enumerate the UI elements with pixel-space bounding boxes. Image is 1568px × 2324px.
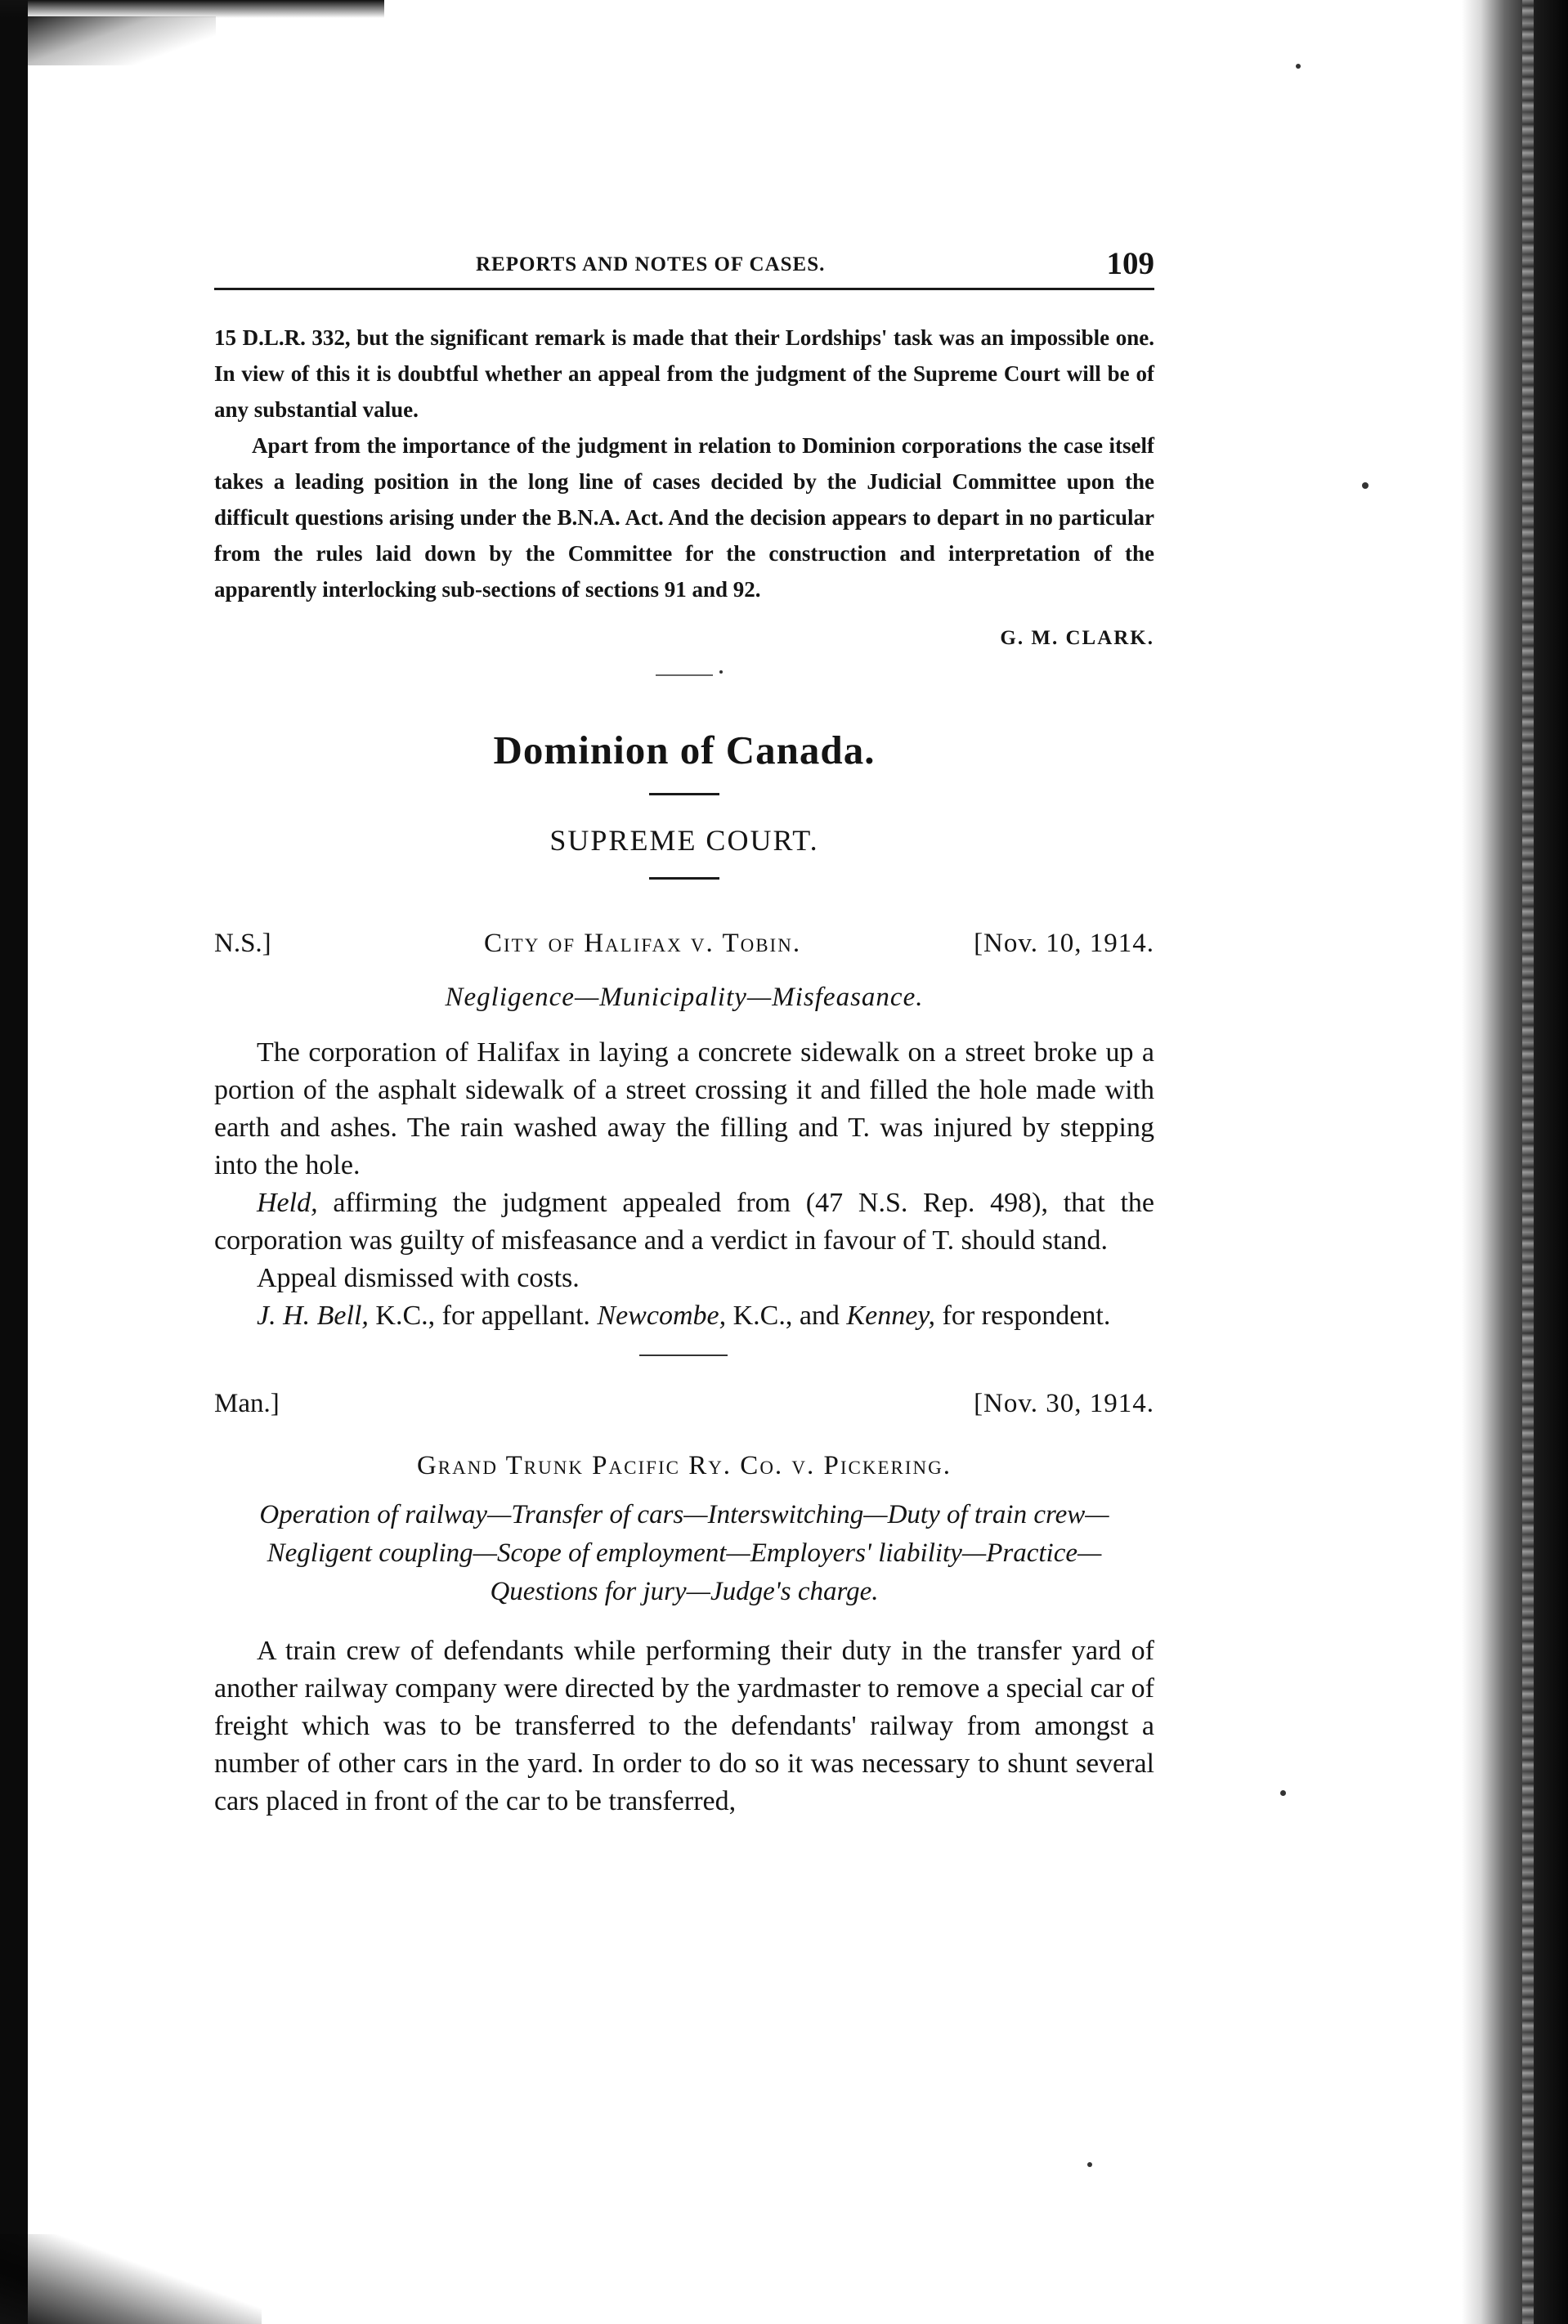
divider (649, 877, 719, 880)
section-heading: Dominion of Canada. (493, 728, 876, 772)
running-head (214, 237, 1154, 290)
case-2-province: Man.] (214, 1389, 280, 1418)
counsel-name: Kenney, (846, 1301, 935, 1331)
scan-border-right (1462, 0, 1568, 2324)
page-number: 109 (1106, 246, 1154, 281)
counsel-name: J. H. Bell, (257, 1301, 369, 1331)
case-1-catchwords: Negligence—Municipality—Misfeasance. (445, 983, 924, 1012)
case-2-header (214, 1389, 1154, 1433)
running-title: REPORTS AND NOTES OF CASES. (476, 253, 826, 275)
divider (639, 1355, 728, 1356)
case-1-header (214, 929, 1154, 973)
case-2-title: Grand Trunk Pacific Ry. Co. v. Pickering. (416, 1451, 952, 1480)
case-1-counsel (214, 1297, 1154, 1335)
scan-border-top (0, 0, 384, 18)
case-1-title: City of Halifax v. Tobin. (484, 929, 802, 958)
scan-border-left (0, 0, 28, 2324)
book-page (214, 237, 1154, 1820)
court-heading: SUPREME COURT. (549, 824, 819, 857)
previous-note-paragraph-1: 15 D.L.R. 332, but the significant remark is made that their Lordships' task was an impossible one. In view of this it is doubtful whether an appeal from the judgment of the Supreme Court will be of any substantial value. (214, 325, 1154, 422)
case-1-disposition: Appeal dismissed with costs. (257, 1263, 580, 1293)
case-1-date: [Nov. 10, 1914. (974, 929, 1154, 958)
scan-edge-texture (1522, 0, 1534, 2324)
scan-speck (1280, 1790, 1286, 1796)
case-2-catchwords: Operation of railway—Transfer of cars—Interswitching—Duty of train crew—Negligent coupling—Scope of employment—Employers' liability—Practice—Questions for jury—Judge's charge. (259, 1500, 1109, 1606)
previous-note (214, 320, 1154, 656)
counsel-role: for respondent. (942, 1301, 1111, 1331)
previous-note-paragraph-2: Apart from the importance of the judgment in relation to Dominion corporations the case itself takes a leading position in the long line of cases decided by the Judicial Committee upon the difficult questions arising under the B.N.A. Act. And the decision appears to depart in no particular from the rules laid down by the Committee for the construction and interpretation of the apparently interlocking sub-sections of sections 91 and 92. (214, 433, 1154, 602)
case-2-facts: A train crew of defendants while performing their duty in the transfer yard of another railway company were directed by the yardmaster to remove a special car of freight which was to be transferred to the defendants' railway from amongst a number of other cars in the yard. In order to do so it was necessary to shunt several cars placed in front of the car to be transferred, (214, 1636, 1154, 1816)
scan-speck (1296, 64, 1301, 69)
author-signature: G. M. CLARK. (1000, 627, 1154, 649)
held-text: affirming the judgment appealed from (47 N.S. Rep. 498), that the corporation was guilty of misfeasance and a verdict in favour of T. should stand. (214, 1188, 1155, 1256)
case-1-held (214, 1184, 1154, 1260)
counsel-role: K.C., for appellant. (375, 1301, 590, 1331)
case-2-date: [Nov. 30, 1914. (974, 1389, 1154, 1418)
counsel-role: K.C., and (732, 1301, 840, 1331)
case-1-facts: The corporation of Halifax in laying a concrete sidewalk on a street broke up a portion of the asphalt sidewalk of a street crossing it and filled the hole made with earth and ashes. The rain washed away the filling and T. was injured by stepping into the hole. (214, 1037, 1154, 1180)
scan-shadow-bottom (0, 2234, 262, 2324)
held-label: Held, (257, 1188, 318, 1218)
scan-speck (1087, 2162, 1092, 2167)
case-1-body (214, 1034, 1154, 1335)
scan-shadow-corner (28, 16, 216, 65)
scan-speck (1362, 482, 1369, 489)
case-2-body (214, 1632, 1154, 1820)
counsel-name: Newcombe, (597, 1301, 727, 1331)
divider (649, 793, 719, 795)
divider (656, 674, 713, 676)
case-1-province: N.S.] (214, 929, 271, 958)
